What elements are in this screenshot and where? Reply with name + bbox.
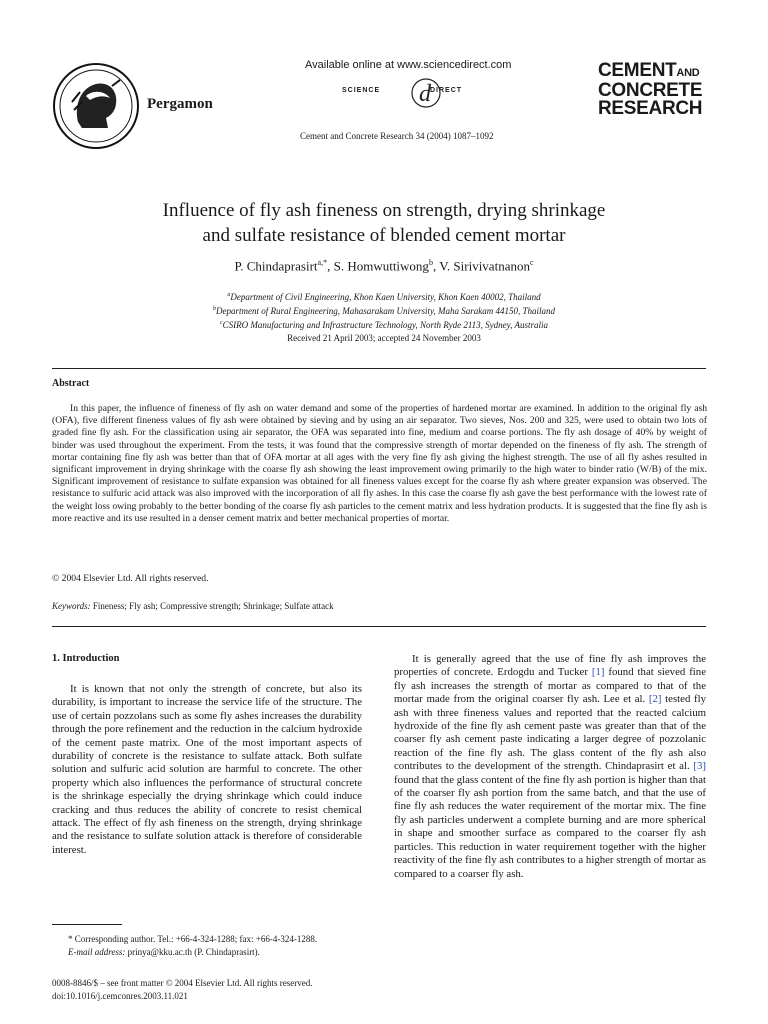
author-list: P. Chindaprasirt$^{a,*}$, S. Homwuttiwong$^b$, V. Sirivivatnanon$^c$ (234, 258, 534, 274)
author-name[interactable]: V. Sirivivatnanon (439, 258, 530, 274)
author-name[interactable]: P. Chindaprasirt (234, 258, 318, 274)
abstract-copyright: © 2004 Elsevier Ltd. All rights reserved. (52, 573, 209, 584)
svg-text:d: d (419, 81, 431, 107)
affiliation-item: $^a$Department of Civil Engineering, Khon Kaen University, Khon Kaen 40002, Thailand (227, 292, 541, 302)
divider (52, 626, 706, 627)
corresponding-author-note: * Corresponding author. Tel.: +66-4-324-1288; fax: +66-4-324-1288. (68, 934, 318, 944)
author-affiliation-marker[interactable]: b (428, 258, 433, 267)
email-line (52, 946, 367, 959)
article-title-line-1: Influence of fly ash fineness on strength, drying shrinkage (162, 200, 606, 221)
journal-logo-word-research: RESEARCH (598, 98, 703, 119)
issn-line: 0008-8846/$ – see front matter © 2004 Elsevier Ltd. All rights reserved. (52, 978, 313, 988)
email-label: E-mail address: (68, 946, 126, 957)
author-name[interactable]: S. Homwuttiwong (333, 258, 429, 274)
body-column-right (394, 653, 706, 881)
journal-logo-word-cement: CEMENT (598, 60, 677, 81)
journal-logo (598, 62, 702, 118)
publisher-seal-logo (52, 62, 140, 150)
abstract-text: In this paper, the influence of fineness of fly ash on water demand and some of the properties of hardened mortar are examined. In addition to the original fly ash (OFA), five different fineness values of fly ash were obtained by sieving and by using an air separator. Two sieves, Nos. 200 and 325, were used to obtain two lots of graded fine fly ash. For the classification using air separator, the OFA was separated into fine, medium and coarse portions. The fly ash dosage of 40% by weight of binder was used throughout the experiment. From the tests, it was found that the compressive strength of mortar depended on the fineness of fly ash. The strength of mortar containing fine fly ash was better than that of OFA mortar at all ages with the very fine fly ash giving the highest strength. The use of all fly ashes resulted in significant improvement in drying shrinkage with the coarse fly ash showing the least improvement owing primarily to the high water to binder ratio (W/B) of the mix. Significant improvement of resistance to sulfate expansion was obtained for all fineness values except for the coarse fly ash where greater expansion was observed. The resistance to sulfuric acid attack was also improved with the incorporation of all fly ashes. In this case the coarse fly ash gave the best performance with the lowest rate of the weight loss owing probably to the better bonding of the coarse fly ash particles to the cement matrix and less hydration products. It is suggested that the fine fly ash is more reactive and its use resulted in a denser cement matrix and better mechanical properties of mortar. (52, 403, 707, 524)
affiliation-list (60, 289, 708, 331)
article-title (60, 198, 708, 248)
footnote-divider (52, 924, 122, 925)
reference-link-3[interactable]: [3] (693, 760, 706, 773)
journal-logo-word-and: AND (676, 67, 700, 79)
reference-link-1[interactable]: [1] (591, 666, 605, 679)
keywords-label: Keywords: (52, 601, 91, 611)
section-heading: 1. Introduction (52, 653, 120, 664)
sciencedirect-logo-left: SCIENCE (342, 87, 381, 94)
body-paragraph: It is generally agreed that the use of fine fly ash improves the properties of concrete. Erdogdu and Tucker [1] found that sieved fine fly ash increases the strength of mortar as compared to that of the mortar made from the original coarser fly ash. Lee et al. [2] tested fly ash with three fineness values and reported that the reacted calcium hydroxide of the fine fly ash cement paste was greater than that of the coarser fly ash cement paste indicating a larger degree of pozzolanic reaction of the fine fly ash. The glass content of the fly ash also contributes to the development of the strength. Chindaprasirt et al. [3] found that the glass content of the fine fly ash portion is higher than that of the coarser fly ash portion from the same batch, and that the use of fine fly ash reduces the water requirement of the mortar mix. The fine fly ash particles underwent a complete burning and are more spherical in shape and smoother surface as compared to the coarser fly ash particles. This reduction in water requirement together with the higher reactivity of the fine fly ash contributes to a higher strength of mortar as compared to a coarser fly ash. (394, 653, 707, 880)
available-online-link[interactable]: Available online at www.sciencedirect.com (305, 59, 512, 71)
issn-doi-block (52, 977, 313, 1002)
keywords (52, 601, 334, 611)
affiliation-item: $^b$Department of Rural Engineering, Mahasarakam University, Maha Sarakam 44150, Thailand (213, 306, 555, 316)
doi-link[interactable]: doi:10.1016/j.cemconres.2003.11.021 (52, 990, 188, 1001)
keywords-list: Fineness; Fly ash; Compressive strength; Shrinkage; Sulfate attack (92, 601, 334, 611)
footnote (52, 933, 367, 958)
author-affiliation-marker[interactable]: a,* (317, 258, 328, 267)
journal-citation: Cement and Concrete Research 34 (2004) 1087–1092 (300, 131, 494, 141)
body-column-left (52, 683, 362, 857)
article-title-line-2: and sulfate resistance of blended cement mortar (202, 225, 566, 246)
author-affiliation-marker[interactable]: c (529, 258, 534, 267)
body-paragraph: It is known that not only the strength of concrete, but also its durability, is important to increase the service life of the structure. The use of certain pozzolans such as some fly ashes increases the durability through the pore refinement and the reduction in the calcium hydroxide of the cement paste matrix. One of the most important aspects of durability of concrete is the resistance to sulfate attack. Both sulfate solution and sulfuric acid solution are harmful to concrete. The other property which also influences the performance of structural concrete is the shrinkage especially the drying shrinkage which could induce cracking and thus reduces the ability of concrete to resist chemical attack. The effect of fly ash fineness on the strength, drying shrinkage and the resistance to sulfate solution attack is therefore of considerable interest. (52, 683, 362, 856)
reference-link-2[interactable]: [2] (648, 693, 662, 706)
divider (52, 368, 706, 369)
publisher-name: Pergamon (147, 96, 213, 112)
affiliation-item: $^c$CSIRO Manufacturing and Infrastructure Technology, North Ryde 2113, Sydney, Australia (220, 320, 548, 330)
email-link[interactable]: prinya@kku.ac.th (P. Chindaprasirt). (127, 946, 260, 957)
sciencedirect-logo-right: DIRECT (430, 87, 463, 94)
journal-logo-word-concrete: CONCRETE (598, 80, 703, 101)
received-dates: Received 21 April 2003; accepted 24 November 2003 (287, 333, 481, 343)
abstract-heading: Abstract (52, 378, 90, 389)
